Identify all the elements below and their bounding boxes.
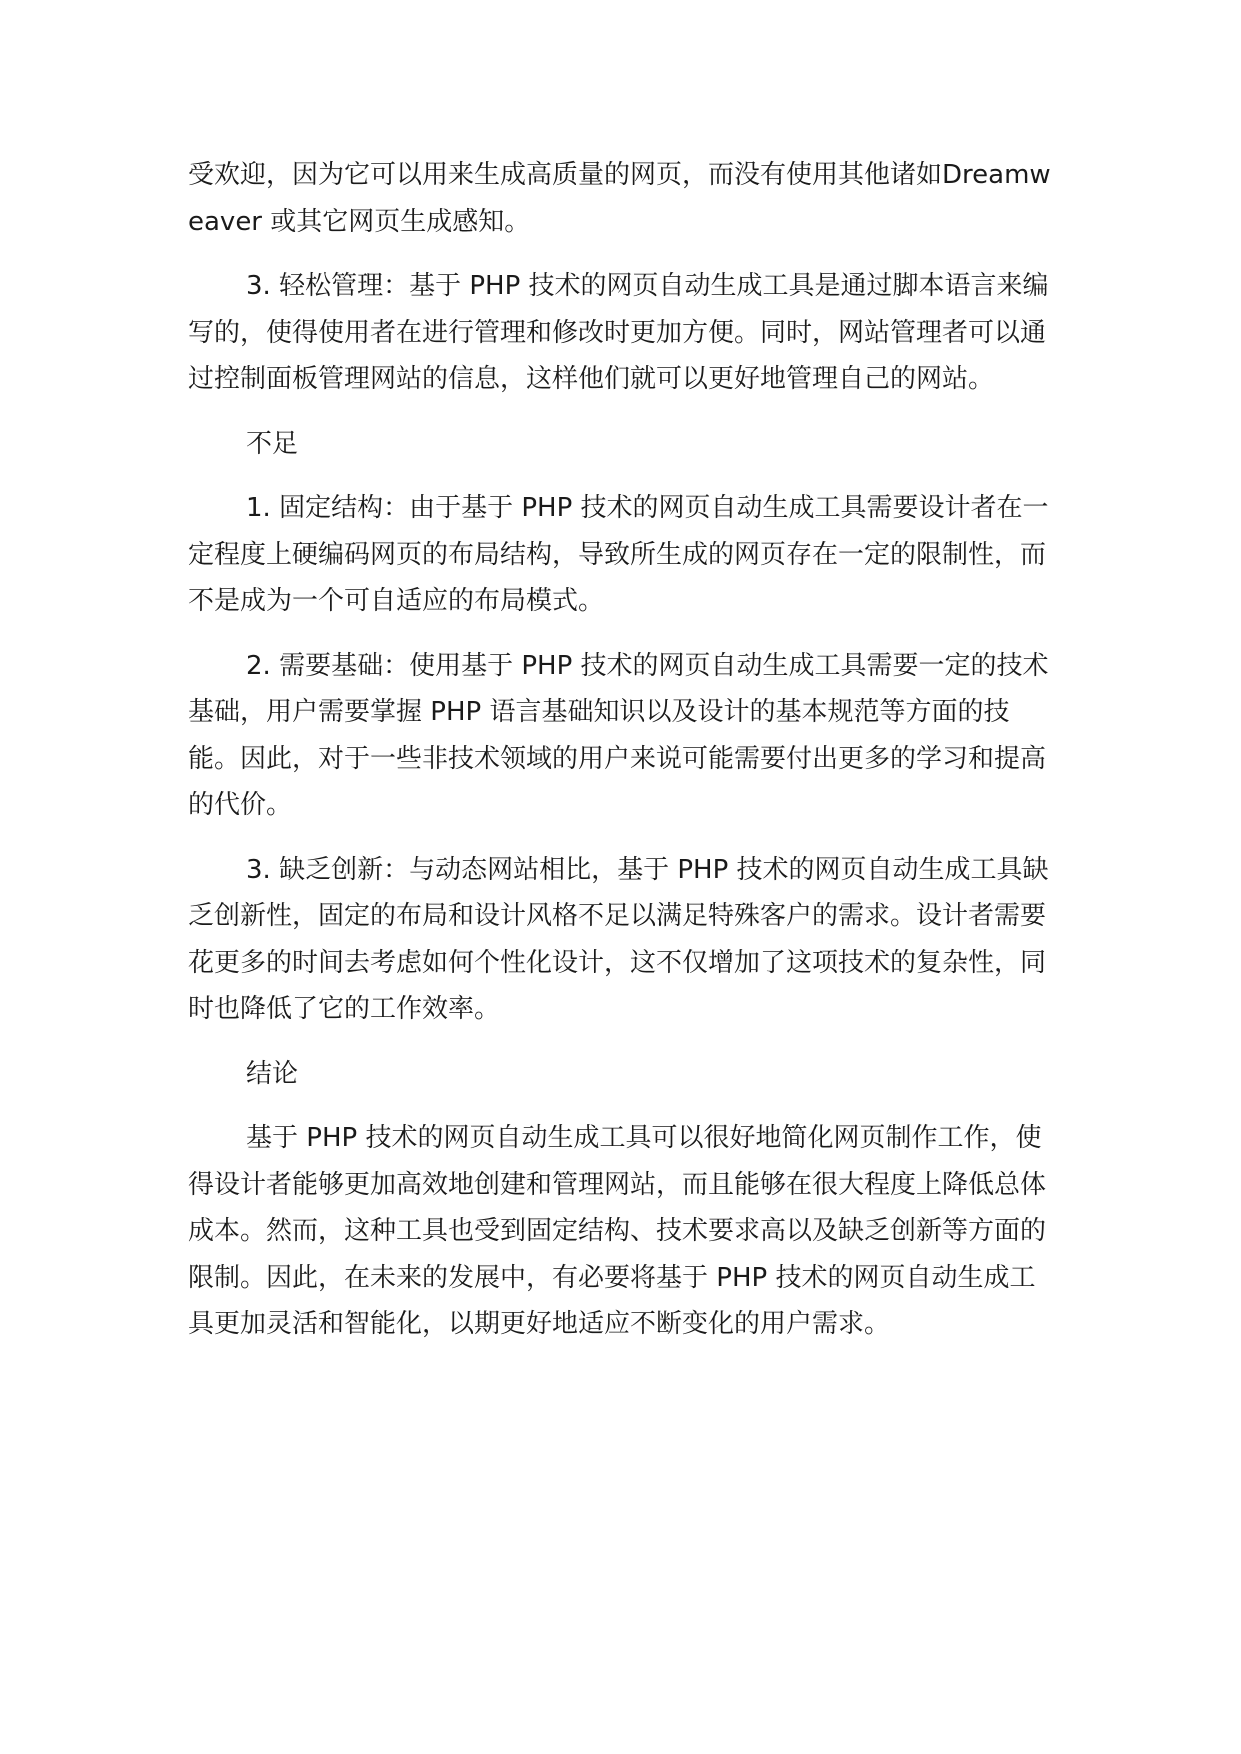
paragraph-easy-management: 3. 轻松管理：基于 PHP 技术的网页自动生成工具是通过脚本语言来编写的，使得使用者在进行管理和修改时更加方便。同时，网站管理者可以通过控制面板管理网站的信息，这样他们就可以更好地管理自己的网站。: [188, 271, 1049, 394]
paragraph-fixed-structure: 1. 固定结构：由于基于 PHP 技术的网页自动生成工具需要设计者在一定程度上硬编码网页的布局结构，导致所生成的网页存在一定的限制性，而不是成为一个可自适应的布局模式。: [188, 493, 1049, 616]
paragraph-intro-continuation: 受欢迎，因为它可以用来生成高质量的网页，而没有使用其他诸如Dreamweaver 或其它网页生成感知。: [188, 160, 1051, 237]
section-heading-shortcomings: 不足: [246, 428, 299, 459]
section-heading-conclusion: 结论: [246, 1058, 299, 1089]
paragraph-requires-foundation: 2. 需要基础：使用基于 PHP 技术的网页自动生成工具需要一定的技术基础，用户需要掌握 PHP 语言基础知识以及设计的基本规范等方面的技能。因此，对于一些非技术领域的用户来说可能需要付出更多的学习和提高的代价。: [188, 650, 1049, 820]
document-body: [188, 152, 1058, 1366]
paragraph-conclusion: 基于 PHP 技术的网页自动生成工具可以很好地简化网页制作工作，使得设计者能够更加高效地创建和管理网站，而且能够在很大程度上降低总体成本。然而，这种工具也受到固定结构、技术要求高以及缺乏创新等方面的限制。因此，在未来的发展中，有必要将基于 PHP 技术的网页自动生成工具更加灵活和智能化，以期更好地适应不断变化的用户需求。: [188, 1123, 1047, 1339]
paragraph-lack-innovation: 3. 缺乏创新：与动态网站相比，基于 PHP 技术的网页自动生成工具缺乏创新性，固定的布局和设计风格不足以满足特殊客户的需求。设计者需要花更多的时间去考虑如何个性化设计，这不仅增加了这项技术的复杂性，同时也降低了它的工作效率。: [188, 854, 1049, 1024]
